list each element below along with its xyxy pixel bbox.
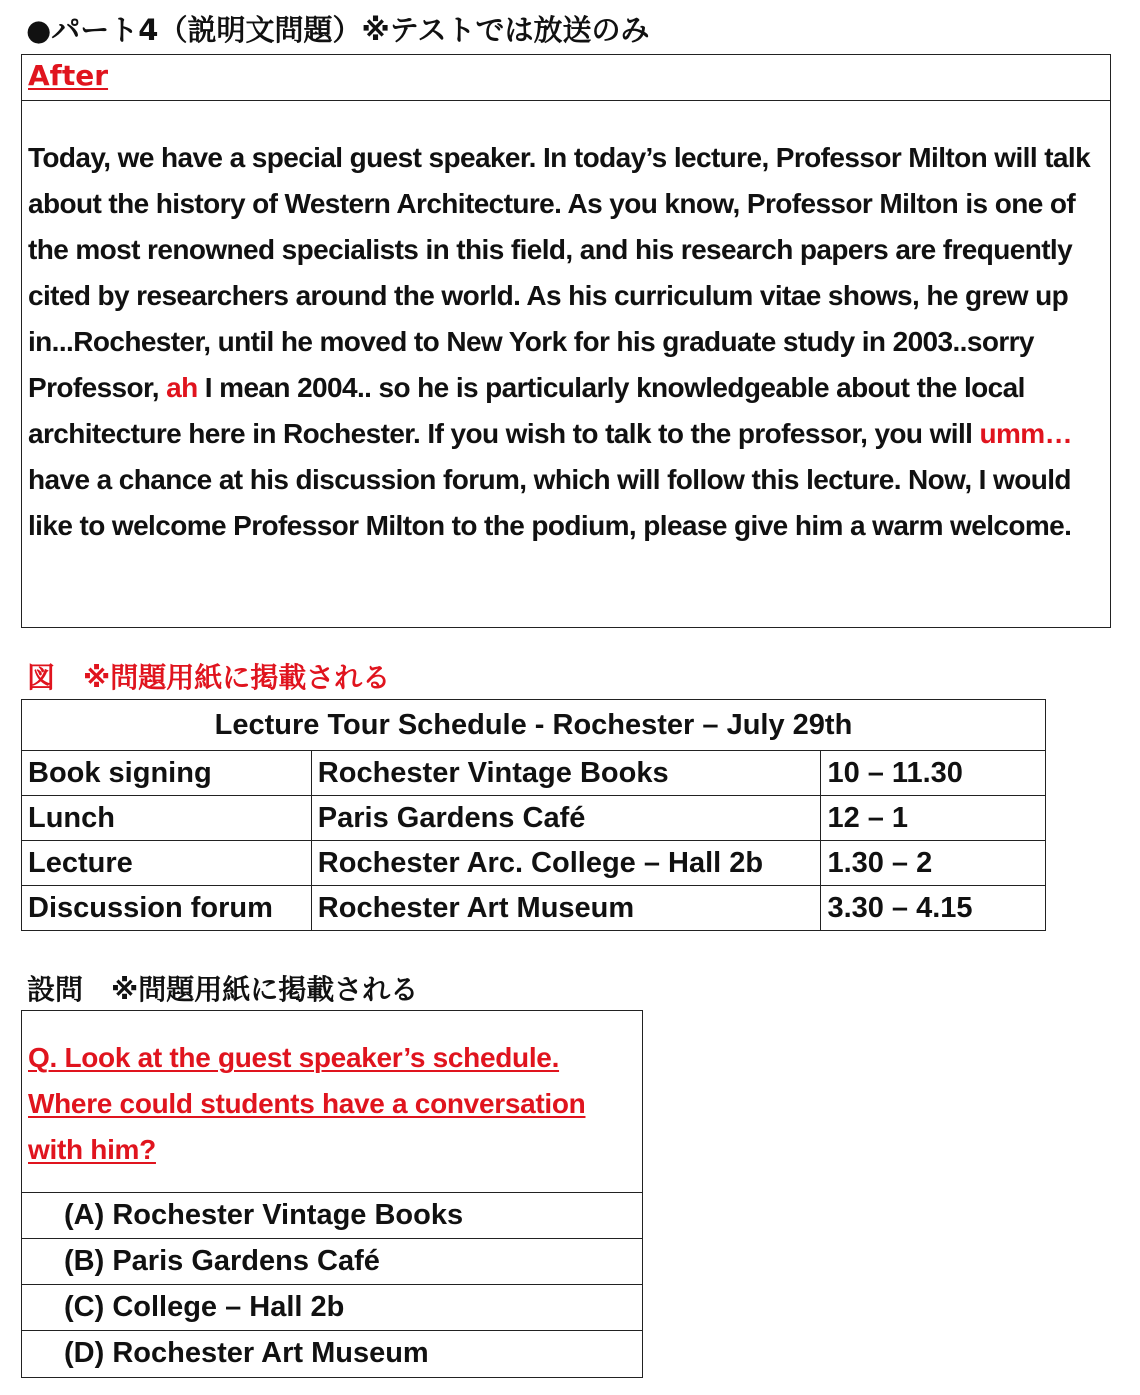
figure-label: 図 ※問題用紙に掲載される	[27, 661, 391, 694]
event-cell: Discussion forum	[22, 886, 312, 931]
script-header	[22, 55, 1110, 101]
venue-cell: Rochester Art Museum	[311, 886, 821, 931]
script-segment: I mean 2004.. so he is particularly knowledgeable about the local architecture here in Rochester. If you wish to talk to the professor, you will	[28, 372, 1025, 449]
question-line: with him?	[28, 1134, 156, 1165]
question-text	[22, 1011, 642, 1193]
question-label: 設問 ※問題用紙に掲載される	[27, 973, 419, 1006]
event-cell: Lunch	[22, 796, 312, 841]
time-cell: 1.30 – 2	[821, 841, 1046, 886]
script-text	[22, 101, 1110, 549]
time-cell: 10 – 11.30	[821, 751, 1046, 796]
script-box	[21, 54, 1111, 628]
script-segment: have a chance at his discussion forum, which will follow this lecture. Now, I would like to welcome Professor Milton to the podium, please give him a warm welcome.	[28, 464, 1072, 541]
filler-word-umm: umm…	[979, 418, 1072, 449]
table-row	[22, 751, 1046, 796]
venue-cell: Paris Gardens Café	[311, 796, 821, 841]
schedule-title: Lecture Tour Schedule - Rochester – July 29th	[22, 700, 1046, 751]
event-cell: Lecture	[22, 841, 312, 886]
filler-word-ah: ah	[166, 372, 198, 403]
script-segment: Today, we have a special guest speaker. In today’s lecture, Professor Milton will talk about the history of Western Architecture. As you know, Professor Milton is one of the most renowned specialists in this field, and his research papers are frequently cited by researchers around the world. As his curriculum vitae shows, he grew up in...Rochester, until he moved to New York for his graduate study in 2003..sorry Professor,	[28, 142, 1091, 403]
question-line: Where could students have a conversation	[28, 1088, 586, 1119]
answer-option-d: (D) Rochester Art Museum	[64, 1337, 429, 1369]
time-cell: 12 – 1	[821, 796, 1046, 841]
venue-cell: Rochester Arc. College – Hall 2b	[311, 841, 821, 886]
question-box	[21, 1010, 643, 1378]
venue-cell: Rochester Vintage Books	[311, 751, 821, 796]
page-heading: ●パート4（説明文問題）※テストでは放送のみ	[26, 13, 650, 47]
answer-option-c: (C) College – Hall 2b	[22, 1285, 642, 1331]
schedule-table	[21, 699, 1046, 931]
schedule-title-row	[22, 700, 1046, 751]
answer-option-b: (B) Paris Gardens Café	[22, 1239, 642, 1285]
table-row	[22, 796, 1046, 841]
table-row	[22, 886, 1046, 931]
time-cell: 3.30 – 4.15	[821, 886, 1046, 931]
answer-option-a: (A) Rochester Vintage Books	[22, 1193, 642, 1239]
event-cell: Book signing	[22, 751, 312, 796]
script-label: After	[28, 59, 109, 92]
question-line: Q. Look at the guest speaker’s schedule.	[28, 1042, 560, 1073]
table-row	[22, 841, 1046, 886]
